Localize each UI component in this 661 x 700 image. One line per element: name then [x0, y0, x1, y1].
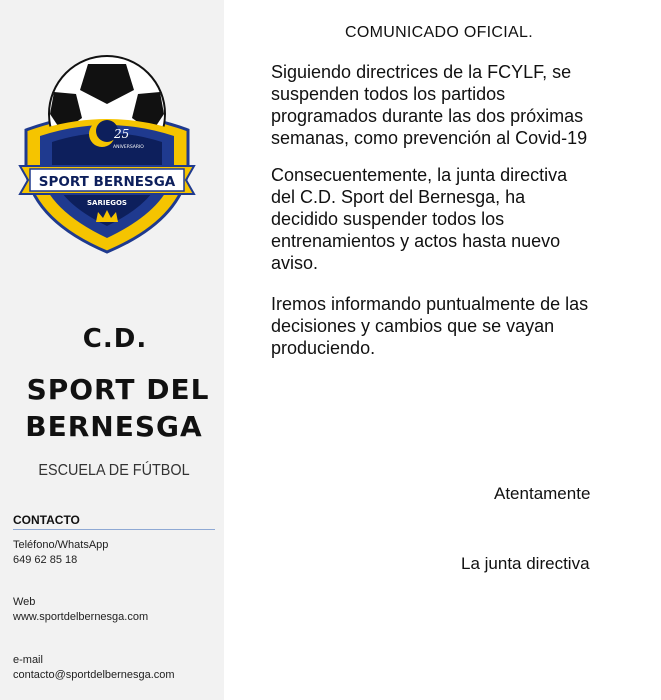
paragraph-3-line: decisiones y cambios que se vayan — [271, 316, 555, 336]
phone-number: 649 62 85 18 — [13, 554, 78, 566]
contact-divider — [13, 529, 215, 530]
phone-label: Teléfono/WhatsApp — [13, 539, 109, 551]
logo-place-text: SARIEGOS — [87, 199, 127, 207]
signature-text: La junta directiva — [461, 554, 590, 573]
paragraph-1-line: suspenden todos los partidos — [271, 84, 506, 104]
paragraph-3-line: produciendo. — [271, 338, 376, 358]
paragraph-3-line: Iremos informando puntualmente de las — [271, 294, 589, 314]
email-link[interactable]: contacto@sportdelbernesga.com — [13, 669, 175, 681]
paragraph-1 — [271, 61, 587, 149]
logo-banner-text: SPORT BERNESGA — [38, 174, 176, 190]
paragraph-2 — [271, 164, 567, 274]
email-label: e-mail — [13, 654, 43, 666]
club-name-line1: C.D. — [82, 324, 148, 354]
paragraph-1-line: semanas, como prevención al Covid-19 — [271, 128, 588, 148]
paragraph-2-line: decidido suspender todos los — [271, 209, 505, 229]
paragraph-2-line: entrenamientos y actos hasta nuevo — [271, 231, 561, 251]
paragraph-3 — [271, 293, 588, 359]
paragraph-2-line: aviso. — [271, 253, 319, 273]
web-link[interactable]: www.sportdelbernesga.com — [13, 611, 149, 623]
paragraph-1-line: programados durante las dos próximas — [271, 106, 584, 126]
paragraph-1-line: Siguiendo directrices de la FCYLF, se — [271, 62, 572, 82]
closing-text: Atentamente — [494, 484, 591, 503]
paragraph-2-line: del C.D. Sport del Bernesga, ha — [271, 187, 526, 207]
school-subtitle: ESCUELA DE FÚTBOL — [38, 462, 190, 479]
club-name-line3: BERNESGA — [25, 410, 203, 443]
contact-heading: CONTACTO — [13, 513, 80, 527]
web-label: Web — [13, 596, 36, 608]
letter-title: COMUNICADO OFICIAL. — [345, 24, 533, 41]
club-crest-logo — [18, 52, 196, 256]
logo-anniversary-label: ANIVERSARIO — [113, 145, 144, 150]
paragraph-2-line: Consecuentemente, la junta directiva — [271, 165, 568, 185]
sidebar — [0, 0, 224, 700]
logo-anniversary: 25 — [114, 127, 130, 141]
club-name-line2: SPORT DEL — [26, 373, 210, 406]
